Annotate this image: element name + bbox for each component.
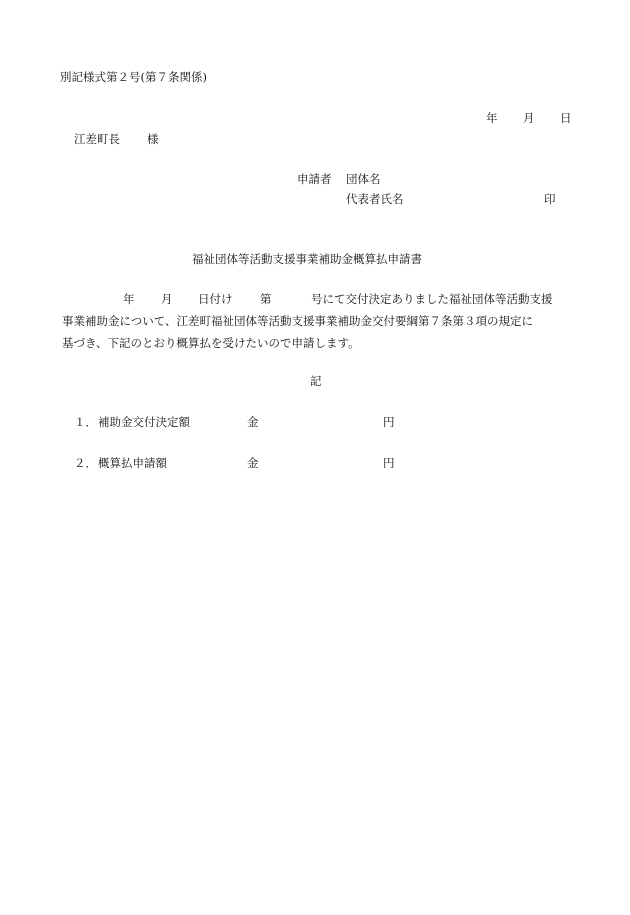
body-number-prefix: 第 bbox=[260, 292, 272, 306]
date-day-label: 日 bbox=[560, 111, 572, 125]
body-line-2: 事業補助金について、江差町福祉団体等活動支援事業補助金交付要綱第７条第３項の規定に bbox=[62, 314, 534, 328]
seal-mark: 印 bbox=[544, 192, 556, 206]
date-month-label: 月 bbox=[523, 111, 535, 125]
form-header: 別記様式第２号(第７条関係) bbox=[60, 70, 207, 84]
body-line-3: 基づき、下記のとおり概算払を受けたいので申請します。 bbox=[62, 336, 360, 350]
item-label: 補助金交付決定額 bbox=[98, 415, 190, 429]
applicant-label: 申請者 bbox=[297, 172, 332, 186]
item-number: １． bbox=[74, 415, 97, 429]
item-kin-label: 金 bbox=[247, 456, 259, 470]
body-line-1 bbox=[62, 288, 582, 310]
item-yen-label: 円 bbox=[383, 456, 395, 470]
addressee-name: 江差町長 bbox=[74, 132, 120, 146]
item-kin-label: 金 bbox=[247, 415, 259, 429]
document-title: 福祉団体等活動支援事業補助金概算払申請書 bbox=[192, 252, 422, 266]
date-year-label: 年 bbox=[486, 111, 498, 125]
body-month-label: 月 bbox=[161, 292, 173, 306]
organization-name-label: 団体名 bbox=[346, 172, 381, 186]
body-year-label: 年 bbox=[123, 292, 135, 306]
item-yen-label: 円 bbox=[383, 415, 395, 429]
body-dated-label: 日付け bbox=[198, 292, 233, 306]
representative-name-label: 代表者氏名 bbox=[346, 192, 404, 206]
ki-heading: 記 bbox=[310, 374, 322, 388]
body-paragraph bbox=[62, 288, 582, 354]
body-line-1-rest: 号にて交付決定ありました福祉団体等活動支援 bbox=[311, 292, 553, 306]
item-label: 概算払申請額 bbox=[98, 456, 167, 470]
addressee-honorific: 様 bbox=[147, 132, 159, 146]
item-number: ２． bbox=[74, 456, 97, 470]
